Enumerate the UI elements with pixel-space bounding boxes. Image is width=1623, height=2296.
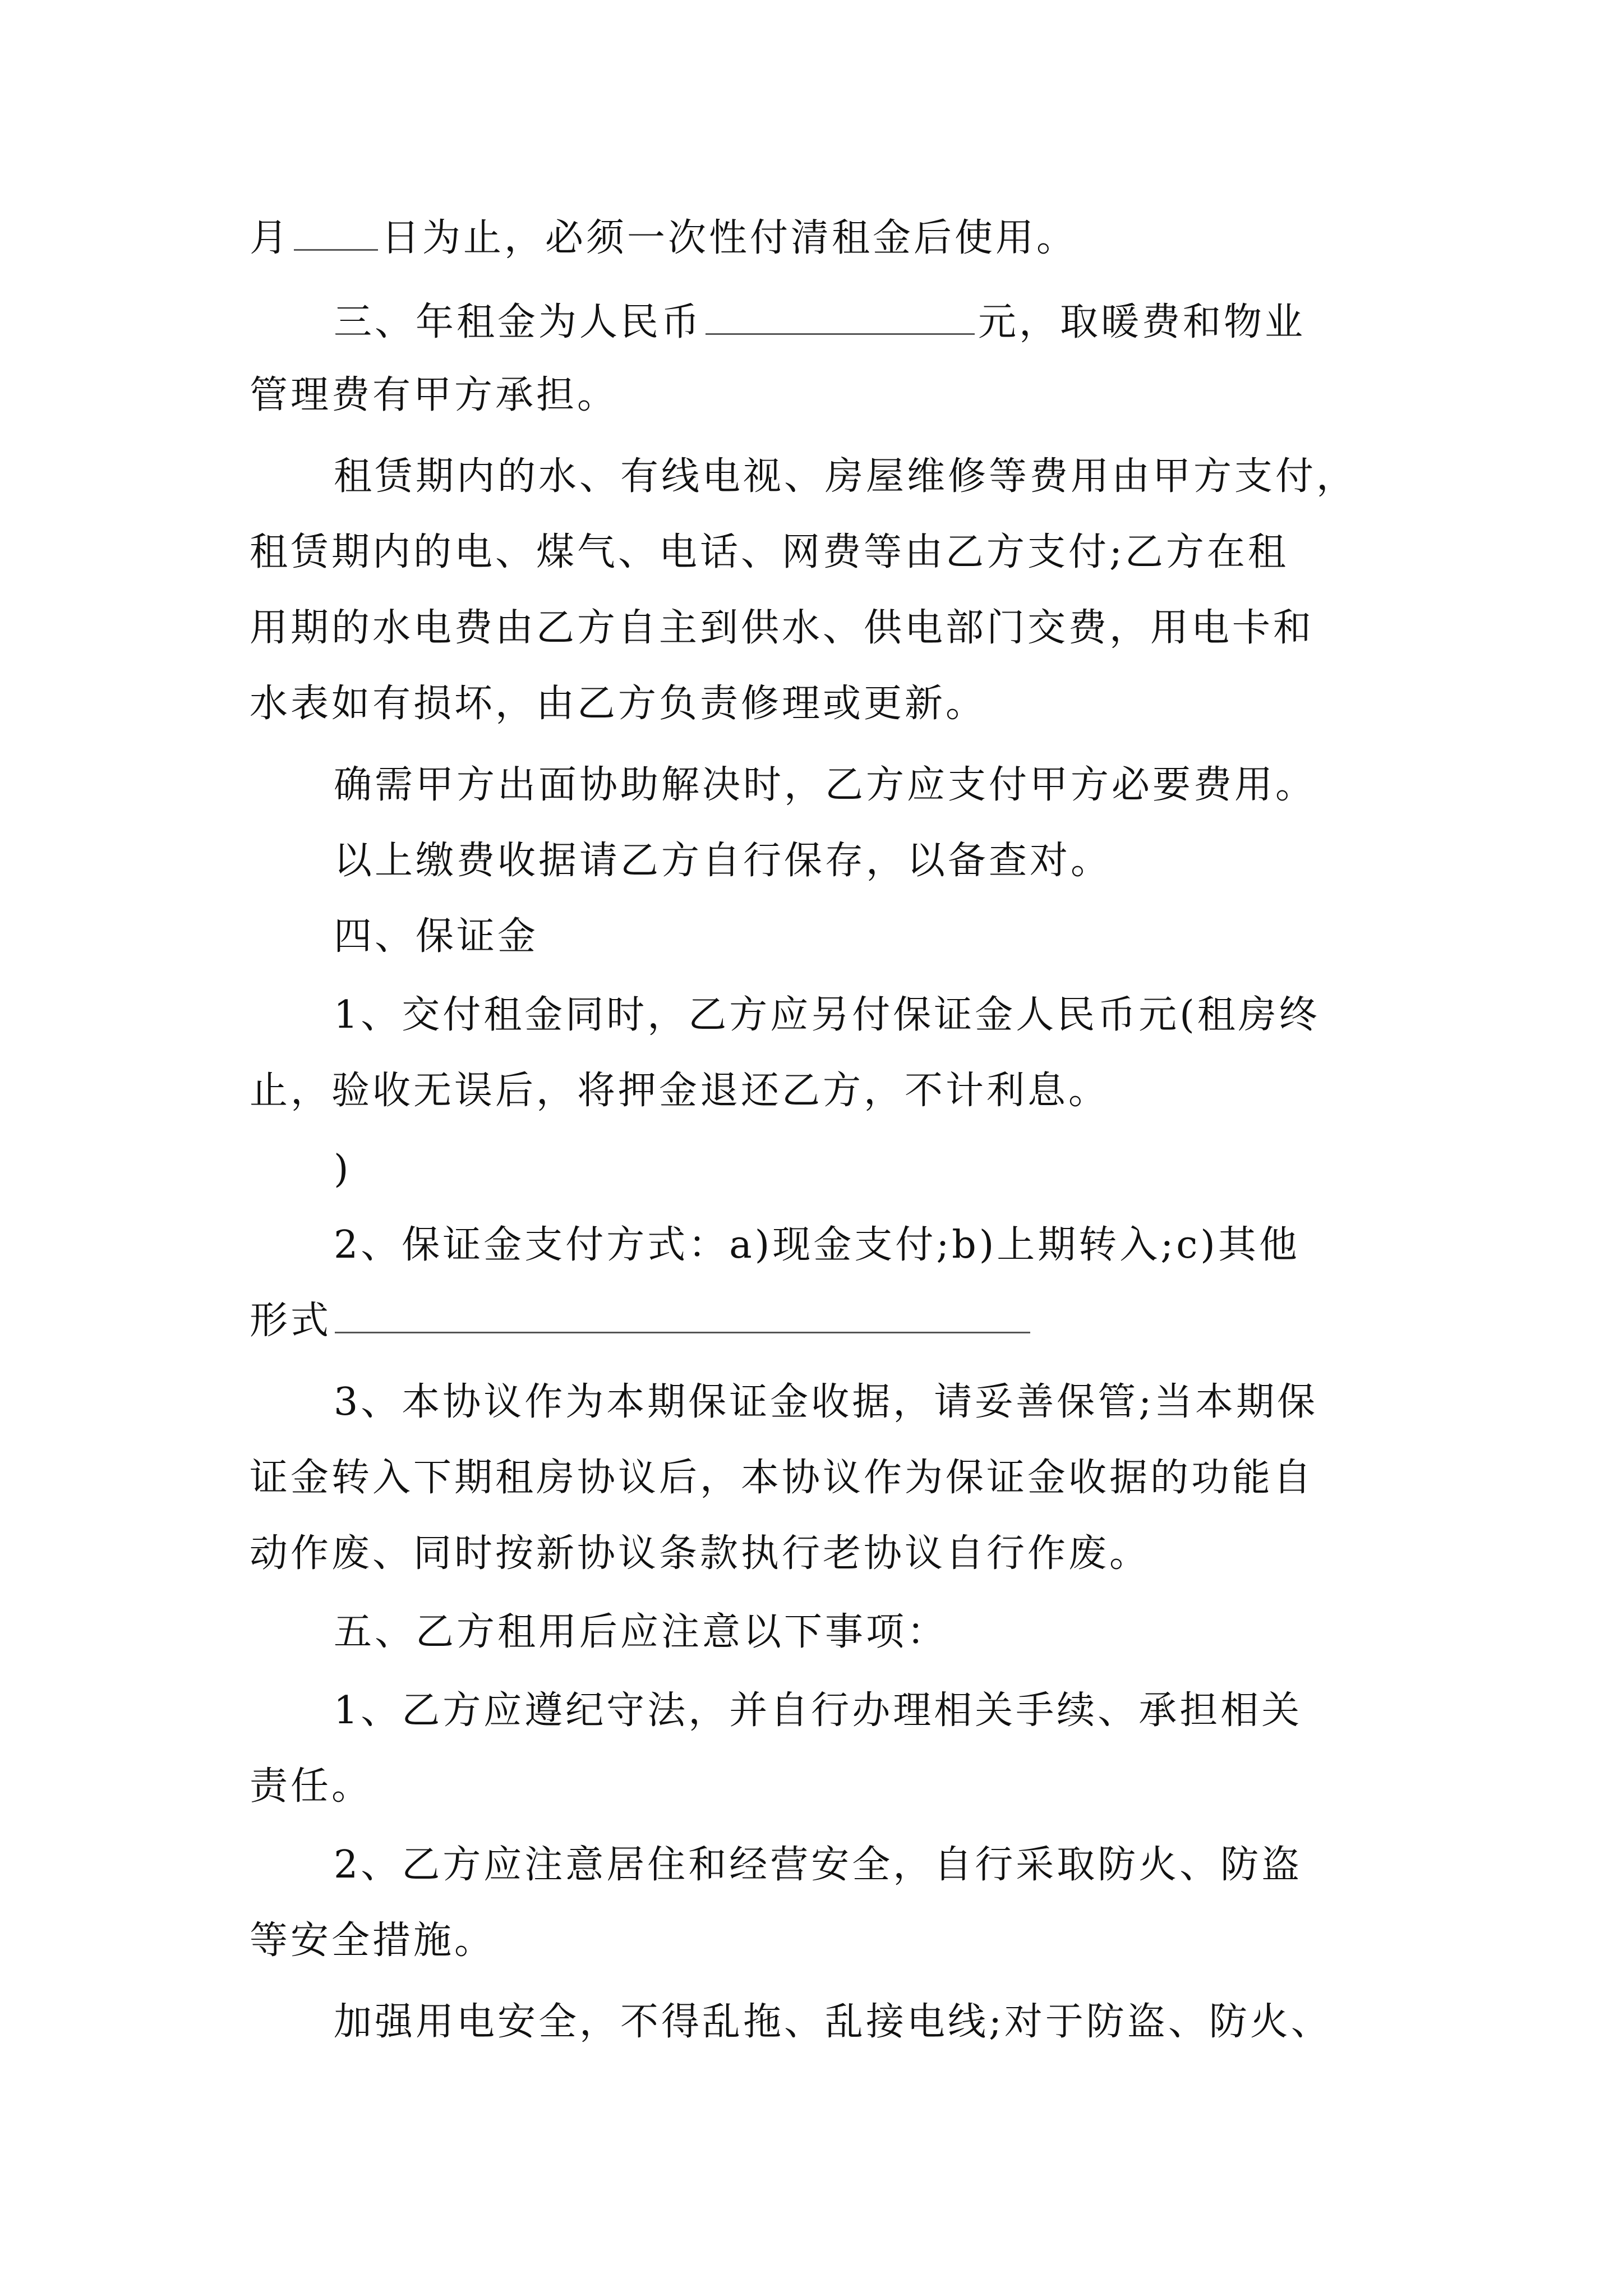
fill-in-blank: [294, 215, 378, 251]
text-line-14: 2、保证金支付方式：a)现金支付;b)上期转入;c)其他: [334, 1223, 1300, 1267]
text-line-1: [250, 210, 1077, 266]
text-line-15: [250, 1293, 1034, 1349]
text-line-16: 3、本协议作为本期保证金收据，请妥善保管;当本期保: [334, 1380, 1318, 1424]
text-segment: 月: [250, 216, 291, 260]
text-line-11: 1、交付租金同时，乙方应另付保证金人民币元(租房终: [334, 993, 1320, 1037]
text-line-4: 租赁期内的水、有线电视、房屋维修等费用由甲方支付，: [334, 454, 1358, 499]
text-line-24: 加强用电安全，不得乱拖、乱接电线;对于防盗、防火、: [334, 2000, 1332, 2044]
text-line-22: 2、乙方应注意居住和经营安全，自行采取防火、防盗: [334, 1843, 1303, 1887]
text-segment: 元，取暖费和物业: [978, 300, 1306, 344]
text-line-13: ): [334, 1147, 352, 1191]
text-line-6: 用期的水电费由乙方自主到供水、供电部门交费，用电卡和: [250, 606, 1315, 650]
section-heading: 四、保证金: [334, 914, 539, 959]
text-line-5: 租赁期内的电、煤气、电话、网费等由乙方支付;乙方在租: [250, 530, 1289, 574]
text-line-7: 水表如有损坏，由乙方负责修理或更新。: [250, 682, 987, 726]
text-line-21: 责任。: [250, 1764, 373, 1809]
text-line-3: 管理费有甲方承担。: [250, 373, 619, 417]
text-line-23: 等安全措施。: [250, 1918, 496, 1963]
text-line-17: 证金转入下期租房协议后，本协议作为保证金收据的功能自: [250, 1456, 1315, 1500]
text-line-18: 动作废、同时按新协议条款执行老协议自行作废。: [250, 1531, 1151, 1576]
text-line-2: [334, 295, 1306, 351]
section-heading: 五、乙方租用后应注意以下事项：: [334, 1610, 948, 1654]
fill-in-blank: [335, 1298, 1030, 1333]
text-line-20: 1、乙方应遵纪守法，并自行办理相关手续、承担相关: [334, 1688, 1303, 1733]
text-line-9: 以上缴费收据请乙方自行保存，以备查对。: [334, 839, 1112, 883]
text-segment: 形式: [250, 1299, 332, 1343]
fill-in-blank: [706, 300, 975, 335]
text-segment: 三、年租金为人民币: [334, 300, 703, 344]
text-line-8: 确需甲方出面协助解决时，乙方应支付甲方必要费用。: [334, 763, 1317, 807]
text-line-12: 止，验收无误后，将押金退还乙方，不计利息。: [250, 1069, 1110, 1113]
text-segment: 日为止，必须一次性付清租金后使用。: [381, 216, 1078, 260]
